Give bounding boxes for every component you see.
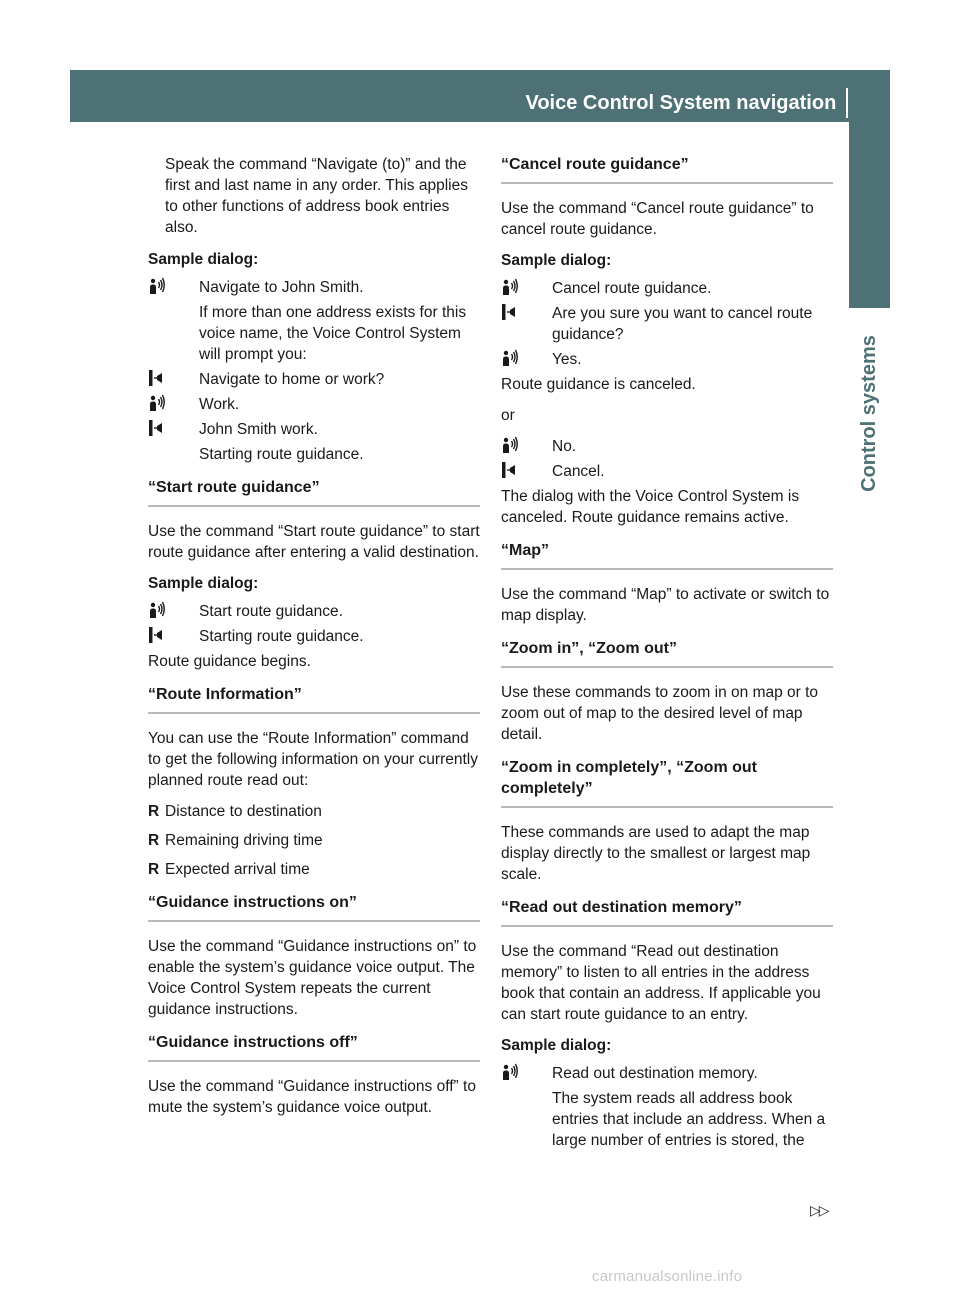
dialog-continuation: If more than one address exists for this voice name, the Voice Control System will prompt you: bbox=[199, 304, 467, 363]
section-label: Control systems bbox=[858, 334, 880, 492]
dialog-line-system bbox=[148, 369, 480, 390]
section-heading: “Guidance instructions off” bbox=[148, 1032, 480, 1062]
bullet-marker: R bbox=[148, 861, 160, 878]
dialog-text: Starting route guidance. bbox=[199, 628, 364, 645]
side-tab bbox=[849, 70, 890, 308]
dialog-text: Navigate to John Smith. bbox=[199, 279, 364, 296]
speaking-person-icon bbox=[148, 277, 199, 298]
header-title: Voice Control System navigation bbox=[525, 91, 837, 114]
dialog-text: No. bbox=[552, 438, 577, 455]
section-text: Route guidance is canceled. bbox=[501, 376, 696, 393]
speaking-person-icon bbox=[501, 349, 552, 370]
dialog-line-user bbox=[148, 277, 480, 298]
section-text: These commands are used to adapt the map display directly to the smallest or largest map scale. bbox=[501, 824, 811, 883]
list-item-text: Remaining driving time bbox=[165, 832, 323, 849]
sample-dialog-label: Sample dialog: bbox=[501, 1037, 612, 1054]
dialog-line-user bbox=[501, 436, 833, 457]
system-speaker-icon bbox=[148, 369, 199, 390]
left-column bbox=[148, 154, 480, 1128]
section-text: You can use the “Route Information” command to get the following information on your currently planned route read out: bbox=[148, 730, 478, 789]
dialog-text: Cancel route guidance. bbox=[552, 280, 712, 297]
intro-paragraph: Speak the command “Navigate (to)” and the first and last name in any order. This applies to other functions of address book entries also. bbox=[165, 156, 468, 236]
dialog-line-system bbox=[501, 303, 833, 345]
dialog-line-user bbox=[148, 601, 480, 622]
section-text: Use the command “Map” to activate or switch to map display. bbox=[501, 586, 830, 624]
dialog-line-system bbox=[148, 626, 480, 647]
dialog-line-system bbox=[501, 461, 833, 482]
section-heading: “Route Information” bbox=[148, 684, 480, 714]
system-speaker-icon bbox=[501, 303, 552, 345]
system-speaker-icon bbox=[148, 419, 199, 440]
dialog-line-system bbox=[148, 419, 480, 440]
section-heading: “Guidance instructions on” bbox=[148, 892, 480, 922]
speaking-person-icon bbox=[501, 436, 552, 457]
system-speaker-icon bbox=[501, 461, 552, 482]
section-text: Use the command “Guidance instructions off” to mute the system’s guidance voice output. bbox=[148, 1078, 476, 1116]
dialog-text: Cancel. bbox=[552, 463, 605, 480]
dialog-text: Navigate to home or work? bbox=[199, 371, 385, 388]
watermark: carmanualsonline.info bbox=[592, 1268, 743, 1285]
section-heading: “Read out destination memory” bbox=[501, 897, 833, 927]
section-heading: “Zoom in”, “Zoom out” bbox=[501, 638, 833, 668]
list-item bbox=[148, 830, 480, 851]
side-tab-label bbox=[849, 318, 890, 508]
dialog-text: Work. bbox=[199, 396, 240, 413]
list-item-text: Expected arrival time bbox=[165, 861, 310, 878]
section-text: Use the command “Cancel route guidance” to cancel route guidance. bbox=[501, 200, 814, 238]
bullet-marker: R bbox=[148, 832, 160, 849]
section-text: Use these commands to zoom in on map or to zoom out of map to the desired level of map detail. bbox=[501, 684, 819, 743]
section-heading: “Map” bbox=[501, 540, 833, 570]
dialog-text: Yes. bbox=[552, 351, 582, 368]
running-header bbox=[525, 88, 890, 118]
dialog-text: Start route guidance. bbox=[199, 603, 343, 620]
section-text: Route guidance begins. bbox=[148, 653, 311, 670]
speaking-person-icon bbox=[501, 1063, 552, 1084]
list-item bbox=[148, 801, 480, 822]
header-divider bbox=[846, 88, 848, 118]
dialog-text: John Smith work. bbox=[199, 421, 318, 438]
speaking-person-icon bbox=[148, 394, 199, 415]
section-text: Use the command “Start route guidance” to start route guidance after entering a valid destination. bbox=[148, 523, 480, 561]
section-text: Use the command “Read out destination memory” to listen to all entries in the address book that contain an address. If applicable you can start route guidance to an entry. bbox=[501, 943, 821, 1023]
list-item-text: Distance to destination bbox=[165, 803, 322, 820]
sample-dialog-label: Sample dialog: bbox=[148, 251, 259, 268]
sample-dialog-label: Sample dialog: bbox=[501, 252, 612, 269]
dialog-line-user bbox=[148, 394, 480, 415]
section-heading: “Zoom in completely”, “Zoom out completely” bbox=[501, 757, 833, 808]
section-text: Use the command “Guidance instructions on” to enable the system’s guidance voice output. The Voice Control System repeats the current guidance instructions. bbox=[148, 938, 477, 1018]
speaking-person-icon bbox=[501, 278, 552, 299]
dialog-line-user bbox=[501, 1063, 833, 1084]
section-text: The dialog with the Voice Control System is canceled. Route guidance remains active. bbox=[501, 488, 800, 526]
speaking-person-icon bbox=[148, 601, 199, 622]
section-heading: “Start route guidance” bbox=[148, 477, 480, 507]
dialog-line-user bbox=[501, 278, 833, 299]
continue-arrow-icon: ▷▷ bbox=[810, 1202, 828, 1218]
bullet-marker: R bbox=[148, 803, 160, 820]
or-text: or bbox=[501, 407, 515, 424]
dialog-text: Are you sure you want to cancel route guidance? bbox=[552, 305, 813, 343]
system-speaker-icon bbox=[148, 626, 199, 647]
dialog-text: Read out destination memory. bbox=[552, 1065, 758, 1082]
section-heading: “Cancel route guidance” bbox=[501, 154, 833, 184]
list-item bbox=[148, 859, 480, 880]
sample-dialog-label: Sample dialog: bbox=[148, 575, 259, 592]
dialog-continuation: The system reads all address book entries that include an address. When a large number of entries is stored, the bbox=[552, 1090, 826, 1149]
right-column bbox=[501, 154, 833, 1155]
dialog-continuation: Starting route guidance. bbox=[199, 446, 364, 463]
dialog-line-user bbox=[501, 349, 833, 370]
